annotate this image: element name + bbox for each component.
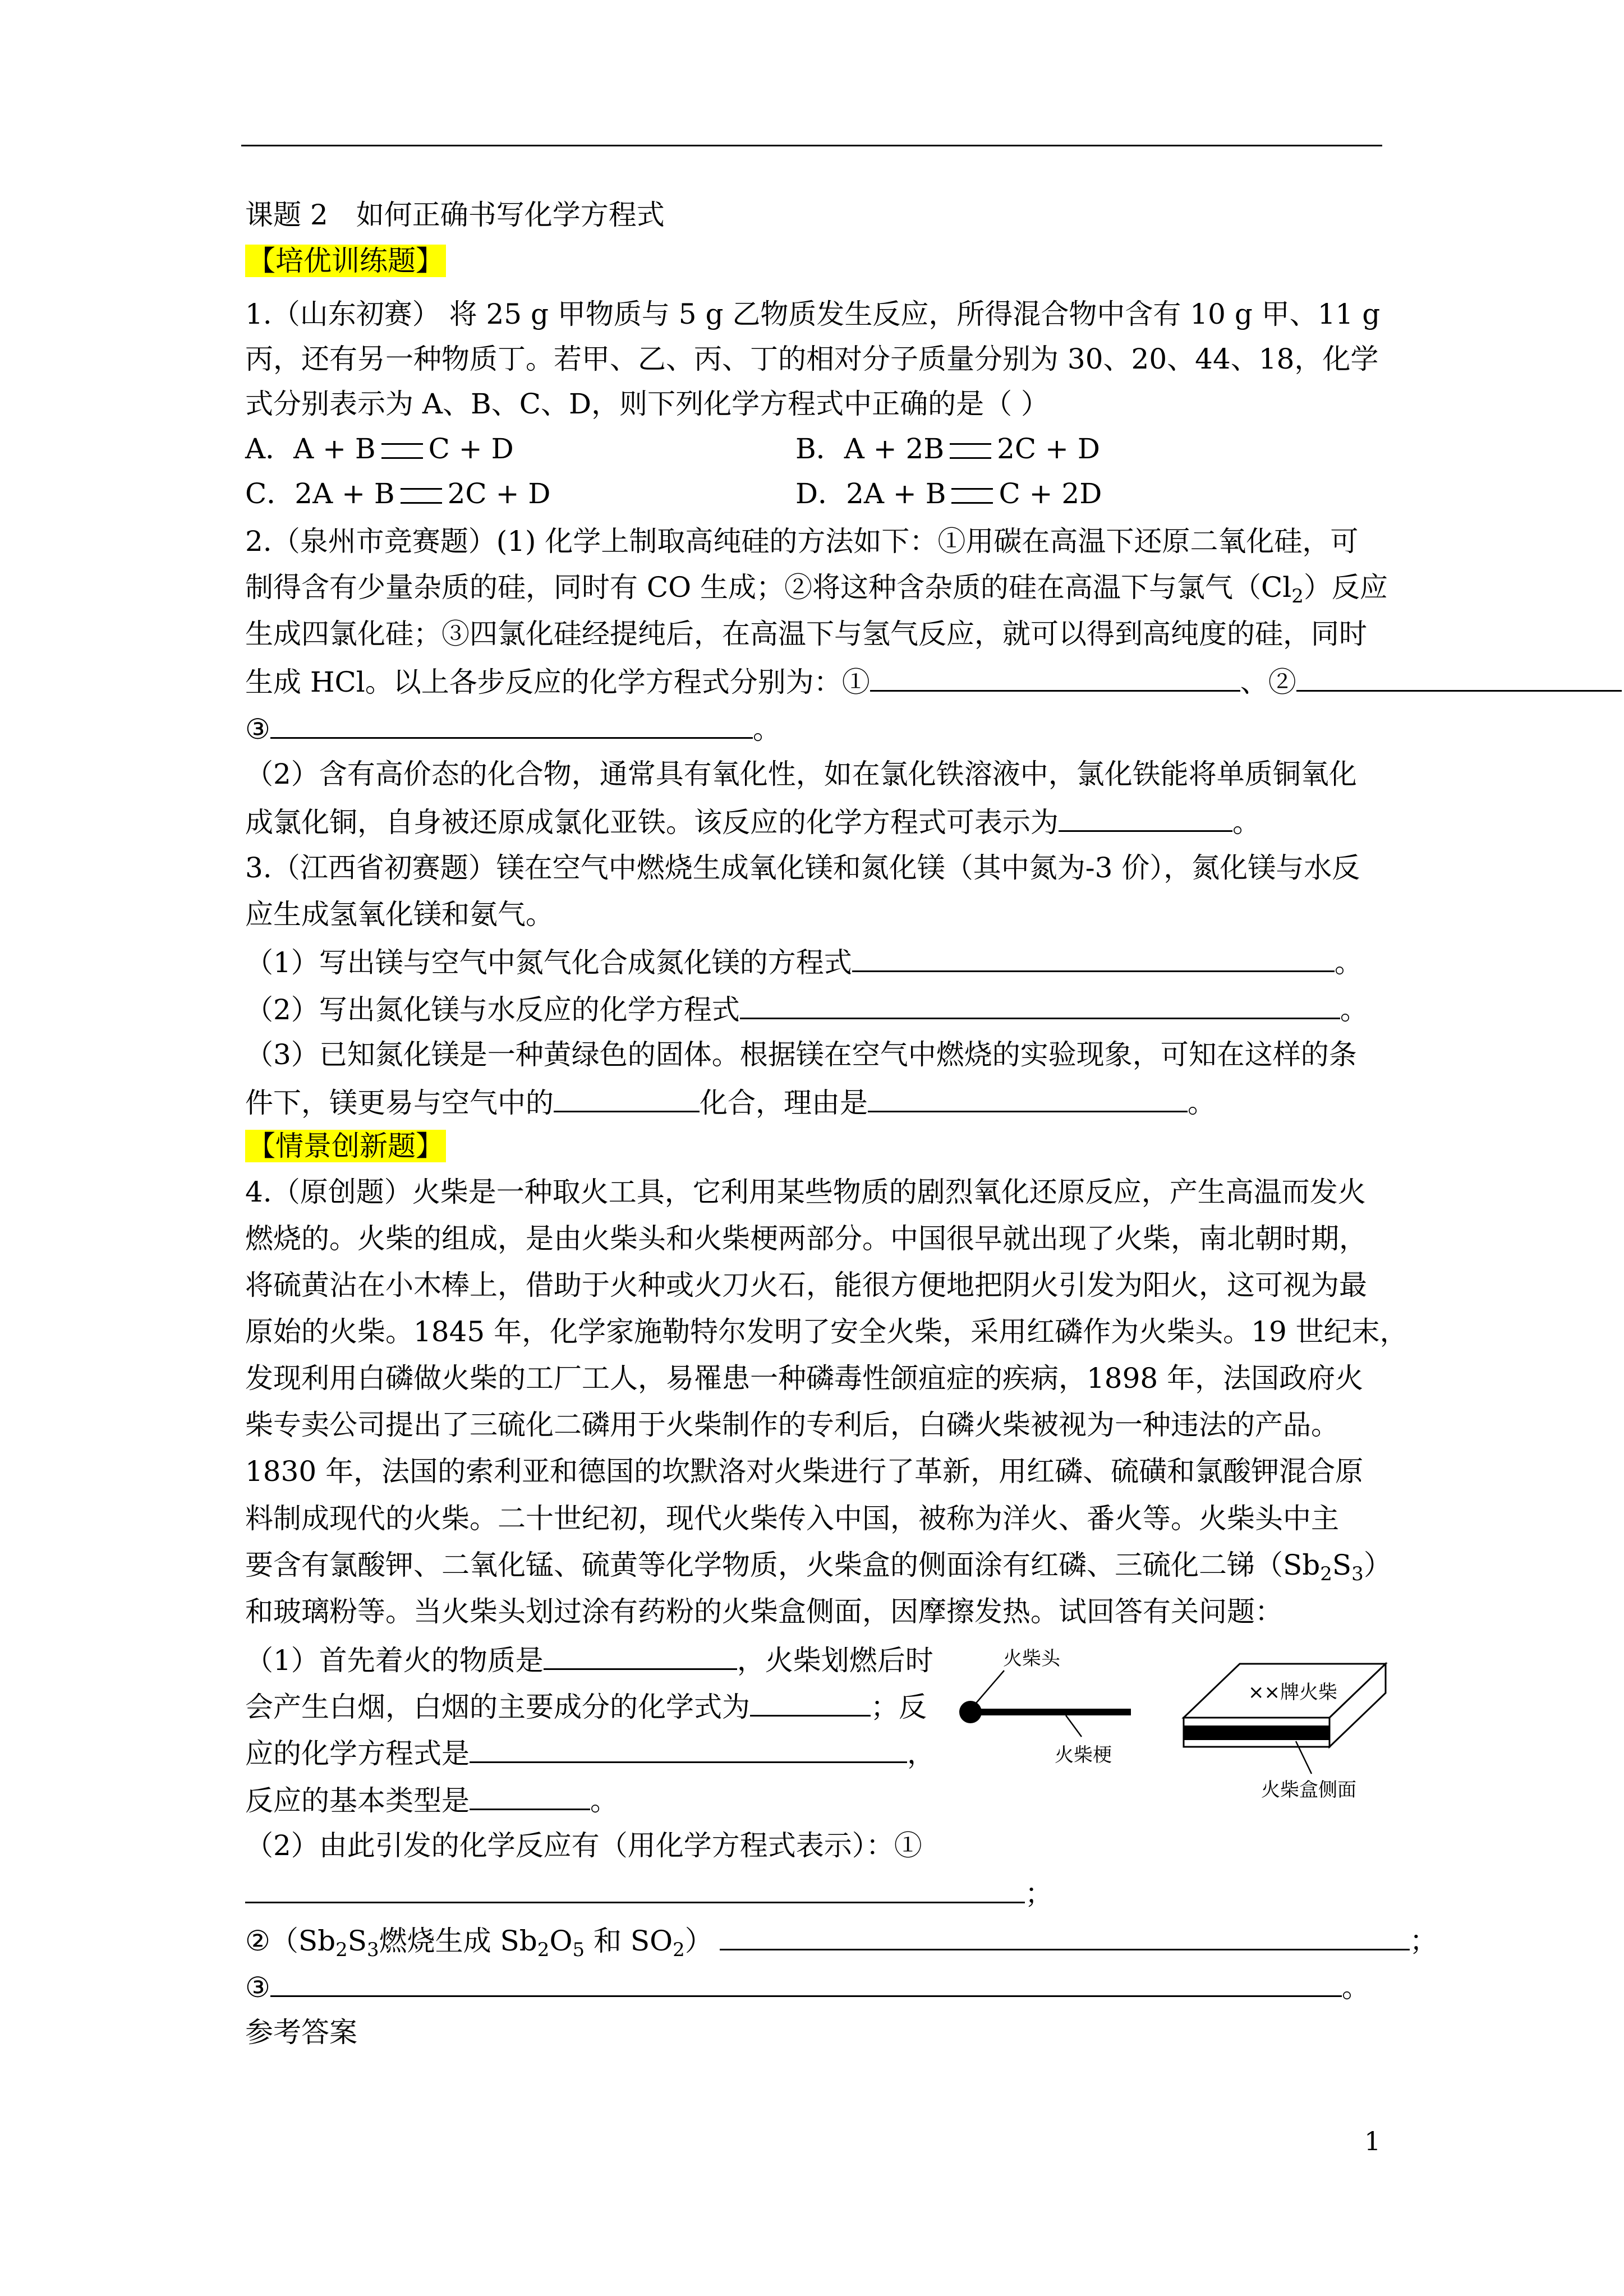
q3-part1: （1）写出镁与空气中氮气化合成氮化镁的方程式 。 [245,941,1363,981]
header-rule [241,145,1382,146]
q3-part3-line-1: （3）已知氮化镁是一种黄绿色的固体。根据镁在空气中燃烧的实验现象，可知在这样的条 [245,1038,1357,1071]
q3-part2: （2）写出氮化镁与水反应的化学方程式 。 [245,988,1368,1028]
matchbox-icon [1184,1664,1386,1747]
q1-option-c: C．2A + B 2C + D [245,477,551,510]
q4-line-3: 将硫黄沾在小木棒上，借助于火种或火刀火石，能很方便地把阴火引发为阳火，这可视为最 [245,1269,1367,1301]
answer-blank-15[interactable] [270,1966,1342,1997]
q1-option-b: B．A + 2B 2C + D [795,432,1100,465]
q1-line-1: 1.（山东初赛） 将 25 g 甲物质与 5 g 乙物质发生反应，所得混合物中含有 10 g 甲、11 g [245,298,1381,330]
q4-line-6: 柴专卖公司提出了三硫化二磷用于火柴制作的专利后，白磷火柴被视为一种违法的产品。 [245,1409,1339,1441]
page-number: 1 [1364,2126,1381,2156]
q4-part1-line-4: 反应的基本类型是 。 [245,1779,618,1819]
answer-blank-2[interactable] [1296,661,1622,692]
match-stick-label: 火柴梗 [1055,1744,1112,1766]
q1-option-a: A．A + B C + D [245,432,514,465]
equals-sign [950,443,991,459]
q2-line-5: ③ 。 [245,708,781,747]
match-head-label: 火柴头 [1003,1648,1060,1670]
leader-line [976,1671,1004,1703]
q4-line-10: 和玻璃粉等。当火柴头划过涂有药粉的火柴盒侧面，因摩擦发热。试回答有关问题： [245,1595,1283,1628]
q2-line-1: 2.（泉州市竞赛题）(1) 化学上制取高纯硅的方法如下：①用碳在高温下还原二氧化硅，可 [245,525,1359,558]
q1-line-2: 丙，还有另一种物质丁。若甲、乙、丙、丁的相对分子质量分别为 30、20、44、18，化学 [245,343,1379,375]
answer-blank-4[interactable] [1059,801,1232,832]
answer-blank-12[interactable] [470,1779,590,1810]
answer-blank-13[interactable] [245,1872,1025,1903]
q4-line-5: 发现利用白磷做火柴的工厂工人，易罹患一种磷毒性颌疽症的疾病，1898 年，法国政府火 [245,1362,1364,1395]
q4-part1-line-3: 应的化学方程式是 ， [245,1732,935,1772]
matchbox-brand-label: ××牌火柴 [1248,1681,1337,1704]
q2-line-3: 生成四氯化硅；③四氯化硅经提纯后，在高温下与氢气反应，就可以得到高纯度的硅，同时 [245,618,1367,650]
q3-part3-line-2: 件下，镁更易与空气中的 化合，理由是 。 [245,1082,1216,1121]
answer-blank-1[interactable] [870,661,1240,692]
q4-part2-line-2: ； [245,1872,1053,1912]
answer-blank-3[interactable] [270,708,753,739]
section-label-training: 【培优训练题】 [245,245,446,277]
q2-line-2: 制得含有少量杂质的硅，同时有 CO 生成；②将这种含杂质的硅在高温下与氯气$(Cl_2)$反应 [245,571,1388,608]
equals-sign [381,443,423,459]
answer-blank-6[interactable] [740,988,1340,1019]
equals-sign [401,488,442,504]
q4-line-1: 4.（原创题）火柴是一种取火工具，它利用某些物质的剧烈氧化还原反应，产生高温而发火 [245,1176,1366,1208]
q1-line-3: 式分别表示为 A、B、C、D，则下列化学方程式中正确的是（ ） [245,388,1049,420]
q2-line-4: 生成 HCl。以上各步反应的化学方程式分别为：① 、② [245,661,1622,700]
section-label-scenario: 【情景创新题】 [245,1130,446,1162]
answer-blank-5[interactable] [852,941,1335,972]
leader-line [1066,1715,1082,1737]
matchbox-figure [937,1627,1397,1829]
answer-blank-14[interactable] [720,1920,1410,1950]
q4-part1-line-1: （1）首先着火的物质是 ，火柴划燃后时 [245,1639,933,1678]
answer-section-title: 参考答案 [245,2016,357,2049]
q4-part2-line-3: $②(Sb_2S_3$燃烧生成 $Sb_2O_5$ 和 $SO_2$） ； [245,1920,1438,1959]
q4-part2-line-1: （2）由此引发的化学反应有（用化学方程式表示）：① [245,1829,922,1862]
match-stick-icon [970,1709,1131,1715]
equals-sign [951,488,993,504]
matchbox-side-label: 火柴盒侧面 [1261,1779,1356,1801]
answer-blank-9[interactable] [544,1639,737,1670]
q4-part1-line-2: 会产生白烟，白烟的主要成分的化学式为 ；反 [245,1686,927,1725]
answer-blank-7[interactable] [554,1082,700,1112]
q4-line-9: 要含有氯酸钾、二氧化锰、硫黄等化学物质，火柴盒的侧面涂有红磷、三硫化二锑$(Sb_2S_3)$ [245,1549,1392,1585]
answer-blank-10[interactable] [750,1686,871,1717]
q3-line-1: 3.（江西省初赛题）镁在空气中燃烧生成氧化镁和氮化镁（其中氮为-3 价），氮化镁与水反 [245,852,1360,884]
answer-blank-8[interactable] [868,1082,1188,1112]
q3-line-2: 应生成氢氧化镁和氨气。 [245,898,554,931]
q4-line-8: 料制成现代的火柴。二十世纪初，现代火柴传入中国，被称为洋火、番火等。火柴头中主 [245,1502,1339,1535]
q4-part2-line-4: ③ 。 [245,1966,1370,2005]
q4-line-2: 燃烧的。火柴的组成，是由火柴头和火柴梗两部分。中国很早就出现了火柴，南北朝时期， [245,1222,1367,1255]
answer-blank-11[interactable] [470,1732,907,1763]
q2-part2-line-2: 成氯化铜，自身被还原成氯化亚铁。该反应的化学方程式可表示为 。 [245,801,1260,840]
q4-line-4: 原始的火柴。1845 年，化学家施勒特尔发明了安全火柴，采用红磷作为火柴头。19 世纪末， [245,1315,1408,1348]
q4-line-7: 1830 年，法国的索利亚和德国的坎默洛对火柴进行了革新，用红磷、硫磺和氯酸钾混合原 [245,1455,1364,1488]
q2-part2-line-1: （2）含有高价态的化合物，通常具有氧化性，如在氯化铁溶液中，氯化铁能将单质铜氧化 [245,758,1357,790]
q1-option-d: D．2A + B C + 2D [795,477,1102,510]
page-title: 课题 2 如何正确书写化学方程式 [245,199,665,231]
